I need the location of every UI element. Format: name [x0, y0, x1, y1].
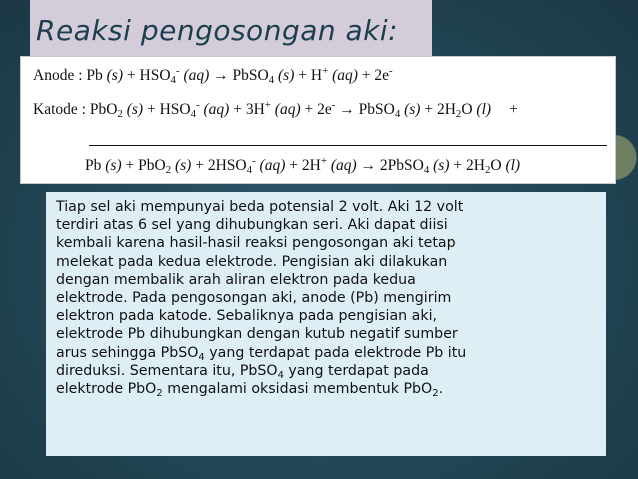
anode-state-aq2: (aq) [332, 67, 358, 84]
katode-state-l: (l) [476, 101, 492, 118]
katode-hso4: $HSO_4^-$ [159, 99, 200, 120]
paragraph-line: direduksi. Sementara itu, PbSO$_4$ yang terdapat pada [56, 362, 429, 381]
katode-arrow: → [339, 101, 355, 118]
total-arrow: → [360, 157, 377, 174]
katode-pbso4: PbSO$_4$ [358, 101, 401, 120]
anode-state-s1: (s) [106, 67, 123, 84]
total-state-s2: (s) [174, 157, 192, 174]
explanation-panel [46, 192, 606, 456]
anode-state-s2: (s) [278, 67, 295, 84]
anode-label: Anode [33, 67, 75, 84]
katode-plus-4: + [424, 101, 434, 118]
total-pbo2: PbO$_2$ [138, 157, 172, 176]
slide-title-colon: : [388, 14, 399, 47]
katode-equation [33, 101, 518, 119]
katode-state-aq2: (aq) [274, 101, 301, 118]
anode-state-aq1: (aq) [183, 67, 210, 84]
total-plus-2: + [195, 157, 204, 174]
paragraph-line: elektrode PbO$_2$ mengalami oksidasi membentuk PbO$_2$. [56, 381, 444, 400]
anode-hso4: $HSO_4^-$ [139, 65, 180, 86]
katode-pbo2: PbO$_2$ [89, 101, 123, 120]
paragraph-line: elektrode Pb dihubungkan dengan kutub negatif sumber [56, 326, 458, 343]
katode-colon: : [81, 101, 86, 118]
anode-plus-1: + [126, 67, 136, 84]
total-water: $2H_2O$ [465, 157, 502, 176]
anode-arrow: → [213, 67, 229, 84]
paragraph-line: kembali karena hasil-hasil reaksi pengosongan aki tetap [56, 235, 456, 252]
katode-state-aq1: (aq) [203, 101, 230, 118]
total-state-s3: (s) [433, 157, 450, 174]
total-h-ion: 2H+ [301, 155, 327, 174]
katode-plus-3: + [304, 101, 314, 118]
total-state-l: (l) [505, 157, 521, 174]
total-plus-1: + [125, 157, 135, 174]
total-hso4: $2HSO_4^-$ [207, 155, 256, 176]
total-state-aq1: (aq) [259, 157, 286, 174]
anode-pbso4: PbSO$_4$ [232, 67, 275, 86]
katode-plus-2: + [233, 101, 242, 118]
anode-electrons: 2e- [374, 65, 393, 84]
slide-title [36, 14, 398, 47]
total-pb: Pb [85, 157, 102, 174]
katode-state-s1: (s) [126, 101, 144, 118]
katode-h-ion: 3H+ [245, 99, 271, 118]
total-pbso4: 2PbSO$_4$ [379, 157, 430, 176]
paragraph-line: arus sehingga PbSO$_4$ yang terdapat pada elektrode Pb itu [56, 344, 467, 363]
total-state-aq2: (aq) [330, 157, 357, 174]
anode-plus-2: + [298, 67, 307, 84]
anode-plus-3: + [361, 67, 371, 84]
sum-divider-line [89, 145, 607, 146]
slide-title-text: Reaksi pengosongan aki [36, 14, 389, 47]
anode-pb: Pb [86, 67, 103, 84]
katode-electrons: 2e- [317, 99, 336, 118]
paragraph-line: elektron pada katode. Sebaliknya pada pengisian aki, [56, 308, 438, 325]
anode-colon: : [78, 67, 83, 84]
explanation-paragraph [56, 198, 604, 398]
anode-h-ion: H+ [310, 65, 329, 84]
total-equation [85, 157, 520, 175]
total-plus-4: + [453, 157, 463, 174]
katode-water: $2H_2O$ [436, 101, 473, 120]
paragraph-line: terdiri atas 6 sel yang dihubungkan seri. Aki dapat diisi [56, 217, 448, 234]
paragraph-line: elektrode. Pada pengosongan aki, anode (Pb) mengirim [56, 290, 452, 307]
paragraph-line: Tiap sel aki mempunyai beda potensial 2 volt. Aki 12 volt [56, 199, 464, 215]
paragraph-line: melekat pada kedua elektrode. Pengisian aki dilakukan [56, 253, 448, 270]
total-plus-3: + [289, 157, 298, 174]
sum-plus-sign: + [508, 101, 518, 118]
anode-equation [33, 67, 393, 85]
katode-state-s2: (s) [404, 101, 421, 118]
katode-label: Katode [33, 101, 78, 118]
paragraph-line: dengan membalik arah aliran elektron pada kedua [56, 271, 416, 288]
equation-panel [20, 56, 616, 184]
katode-plus-1: + [146, 101, 156, 118]
total-state-s1: (s) [105, 157, 122, 174]
